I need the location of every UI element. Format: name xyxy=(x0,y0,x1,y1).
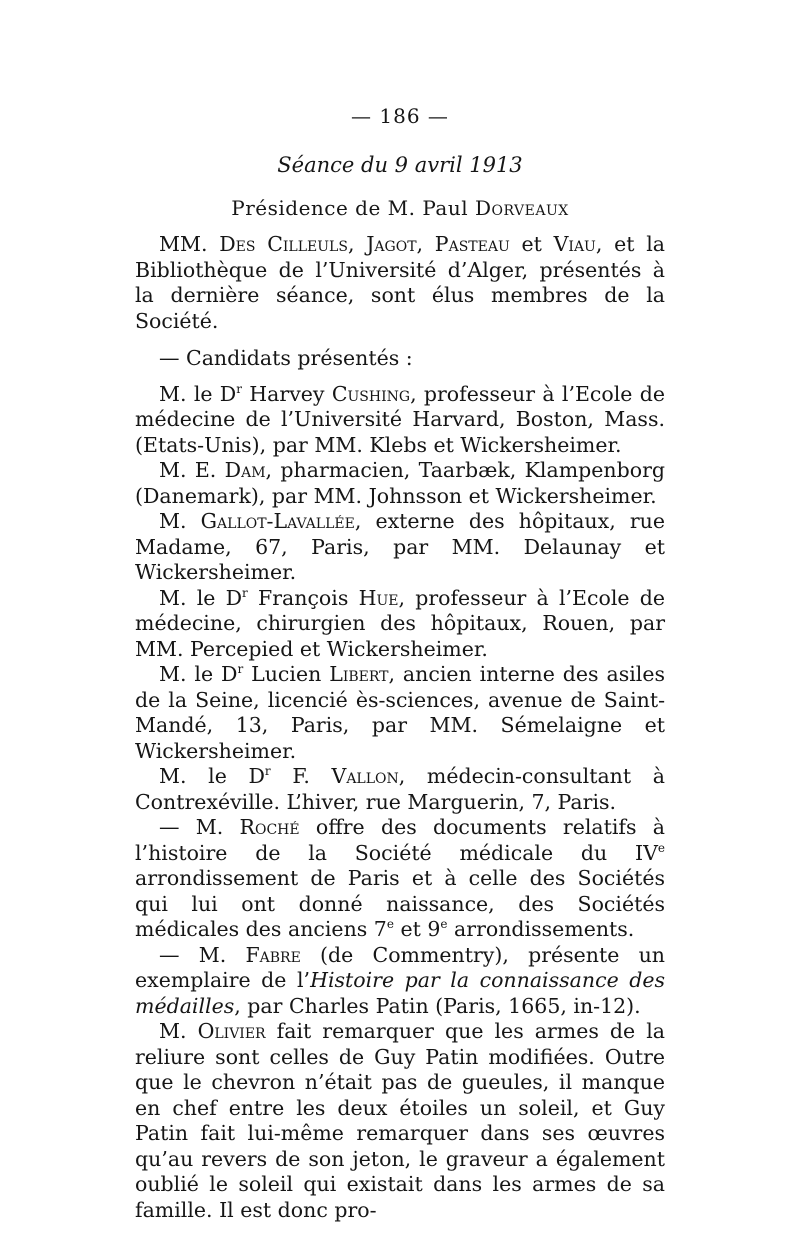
paragraph-roche-documents xyxy=(135,815,665,943)
member-name: Roché xyxy=(239,815,300,839)
candidate-name: Cushing xyxy=(331,381,411,406)
superscript: r xyxy=(264,764,271,779)
paragraph-candidate-dam xyxy=(135,458,665,509)
text-run: F. xyxy=(270,764,332,788)
president-name: Dorveaux xyxy=(474,196,569,220)
superscript: r xyxy=(237,662,244,677)
text-run: , externe des hôpitaux, rue Madame, 67, Paris, par MM. Delaunay et Wickersheimer. xyxy=(135,509,665,584)
text-run: , xyxy=(416,232,435,256)
text-run: M. xyxy=(159,509,201,533)
text-run: , pharmacien, Taarbæk, Klampenborg (Danemark), par MM. Johnsson et Wickersheimer. xyxy=(135,458,665,508)
text-run: M. le D xyxy=(159,764,265,788)
text-run: arrondissements. xyxy=(447,917,635,941)
candidate-name: Hue xyxy=(358,585,399,610)
paragraph-candidate-vallon xyxy=(135,764,665,815)
text-run: — Candidats présentés : xyxy=(159,346,413,370)
book-title: Histoire par la connaissance des médailles xyxy=(135,968,666,1018)
text-run: — M. xyxy=(159,942,246,967)
text-run: — M. xyxy=(159,815,240,839)
candidate-name: Gallot-Lavallée xyxy=(200,509,355,533)
text-run: M. le D xyxy=(159,585,243,610)
text-run: Lucien xyxy=(243,662,330,686)
superscript: e xyxy=(657,840,665,855)
text-run: M. xyxy=(159,1019,198,1043)
text-run: et xyxy=(509,232,554,256)
member-name: Fabre xyxy=(245,942,301,967)
text-run: François xyxy=(247,585,359,610)
candidate-name: Vallon xyxy=(331,764,399,788)
candidate-name: Libert xyxy=(329,662,389,686)
superscript: r xyxy=(242,585,248,600)
presidence-prefix: Présidence de M. Paul xyxy=(231,196,475,220)
text-run: arrondissement de Paris et à celle des Sociétés qui lui ont donné naissance, des Sociétés médicales des anciens 7 xyxy=(135,866,665,941)
paragraph-candidate-gallot-lavallee xyxy=(135,509,665,586)
paragraph-candidate-cushing xyxy=(135,382,665,459)
member-name: Olivier xyxy=(197,1019,266,1043)
text-run: M. E. xyxy=(159,458,225,482)
text-run: , médecin-consultant à Contrexéville. L’hiver, rue Marguerin, 7, Paris. xyxy=(135,764,665,814)
text-run: , et la Bibliothèque de l’Université d’Alger, présentés à la dernière séance, sont élus membres de la Société. xyxy=(135,232,665,333)
member-name: Viau xyxy=(553,232,596,256)
text-run: fait remarquer que les armes de la reliure sont celles de Guy Patin modifiées. Outre que le chevron n’était pas de gueules, il manque en chef entre les deux étoiles un soleil, et Guy Patin fait lui-même remarquer dans ses œuvres qu’au revers de son jeton, le graveur a également oublié le soleil qui existait dans les armes de sa famille. Il est donc pro- xyxy=(135,1019,665,1222)
superscript: e xyxy=(386,917,394,932)
paragraph-elections xyxy=(135,232,665,334)
text-run: M. le D xyxy=(159,381,237,406)
paragraph-candidate-hue xyxy=(135,586,665,663)
text-run: , ancien interne des asiles de la Seine, licencié ès-sciences, avenue de Saint-Mandé, 13, Paris, par MM. Sémelaigne et Wickersheimer. xyxy=(135,662,665,763)
presidence-line xyxy=(0,196,800,220)
text-run: , professeur à l’Ecole de médecine de l’Université Harvard, Boston, Mass. (Etats-Unis), par MM. Klebs et Wickersheimer. xyxy=(135,381,665,457)
member-name: Des Cilleuls xyxy=(219,232,348,256)
paragraph-fabre-presentation xyxy=(135,943,665,1020)
text-run: M. le D xyxy=(159,662,238,686)
seance-title: Séance du 9 avril 1913 xyxy=(277,153,523,177)
text-run: , par Charles Patin (Paris, 1665, in-12). xyxy=(234,993,641,1018)
paragraph-candidats-heading xyxy=(135,346,665,372)
text-run: (de Commentry), présente un exemplaire de l’ xyxy=(135,942,665,992)
text-run: , xyxy=(347,232,367,256)
text-run: Harvey xyxy=(242,381,332,406)
paragraph-candidate-libert xyxy=(135,662,665,764)
body-text xyxy=(135,232,665,1223)
text-run: et 9 xyxy=(393,917,441,941)
superscript: e xyxy=(440,917,448,932)
superscript: r xyxy=(236,381,242,396)
page-number: — 186 — xyxy=(351,104,449,128)
candidate-name: Dam xyxy=(224,458,266,482)
paragraph-olivier-remark xyxy=(135,1019,665,1223)
text-run: MM. xyxy=(159,232,220,256)
member-name: Pasteau xyxy=(434,232,510,256)
text-run: offre des documents relatifs à l’histoire de la Société médicale du IV xyxy=(135,815,665,865)
text-run: , professeur à l’Ecole de médecine, chirurgien des hôpitaux, Rouen, par MM. Percepied et Wickersheimer. xyxy=(135,585,665,661)
member-name: Jagot xyxy=(366,232,417,256)
